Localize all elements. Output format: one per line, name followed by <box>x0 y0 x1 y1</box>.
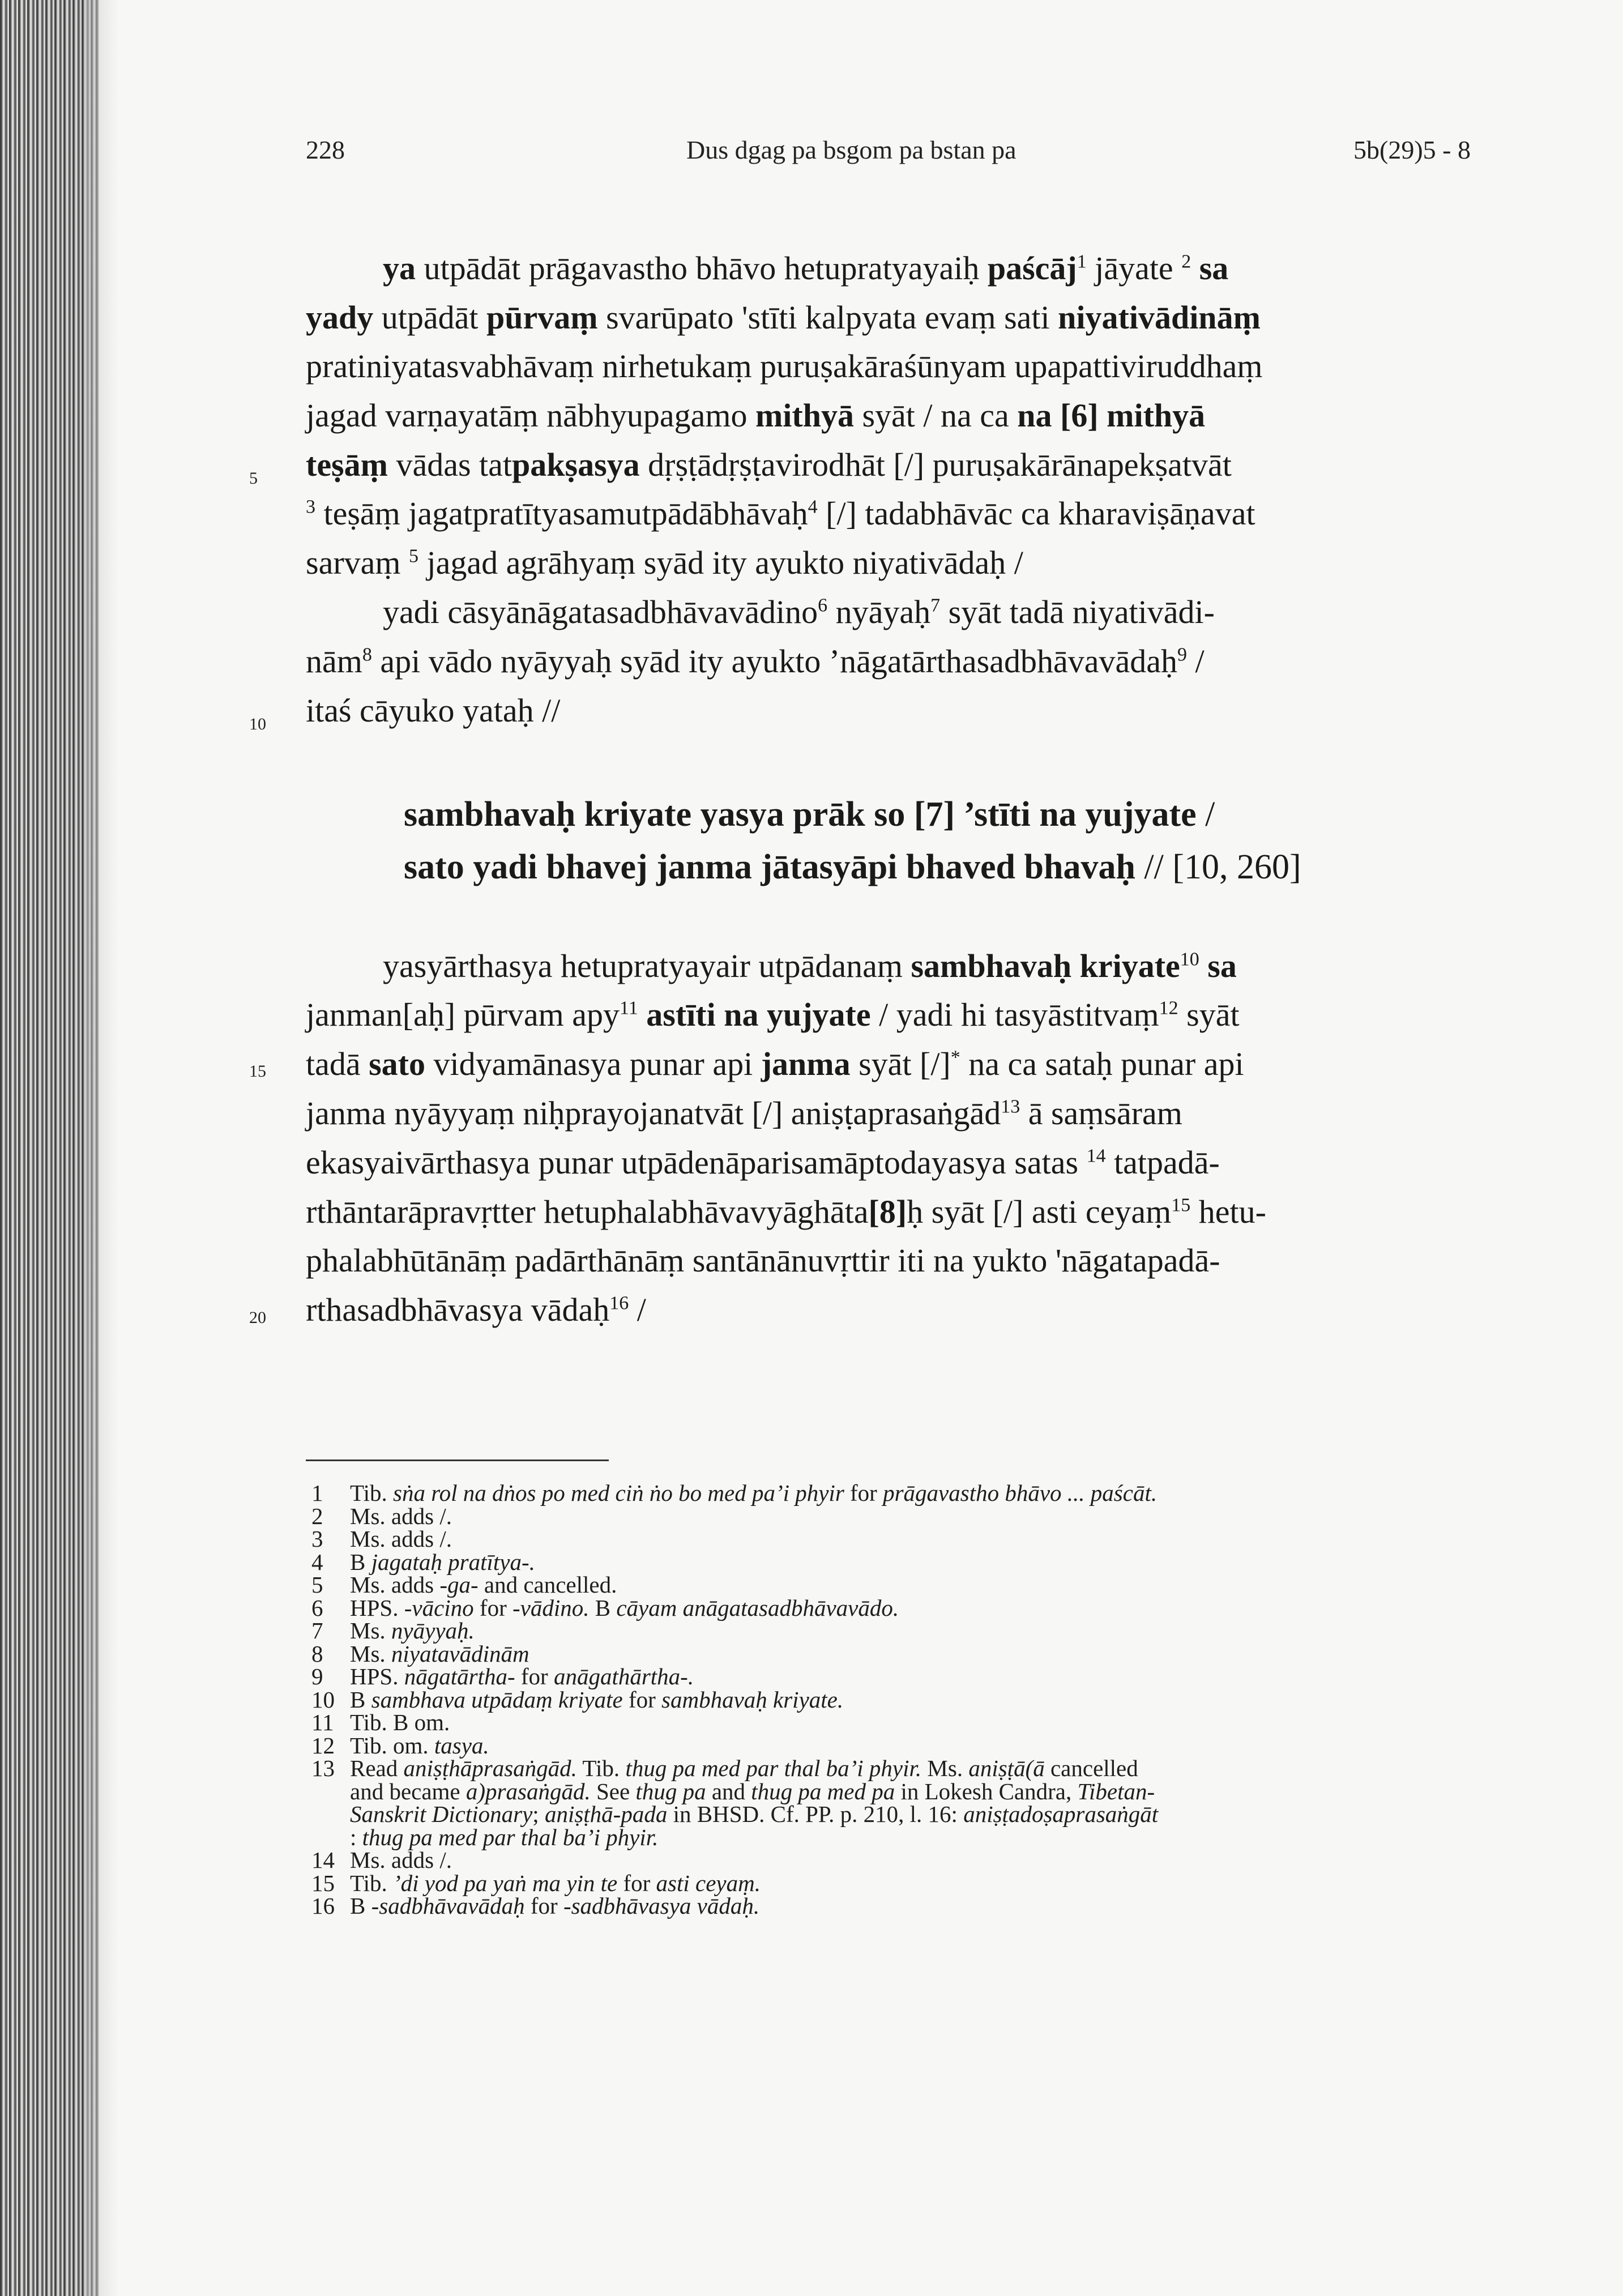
bold-text: yady <box>306 299 374 336</box>
italic-text: nyāyyaḥ. <box>391 1618 475 1644</box>
bold-text: [8] <box>868 1193 907 1230</box>
text-run: nām <box>306 643 362 680</box>
text-run: api vādo nyāyyaḥ syād ity ayukto ’nāgatārthasadbhāvavādaḥ <box>371 643 1177 680</box>
page-number: 228 <box>306 135 345 164</box>
text-run: tadā <box>306 1045 369 1082</box>
footnote-number: 9 <box>311 1663 323 1689</box>
footnote-number: 10 <box>311 1686 335 1713</box>
gutter-shadow <box>85 0 119 2296</box>
footnote-ref: 10 <box>1180 949 1199 970</box>
footnote-ref: 6 <box>818 595 828 616</box>
italic-text: niyatavādinām <box>391 1640 529 1667</box>
footnote-number: 16 <box>311 1893 335 1919</box>
text-run: Ms. adds /. <box>350 1526 452 1552</box>
text-run: Tib. <box>350 1480 393 1506</box>
text-run: syāt / na ca <box>853 397 1018 434</box>
text-run: Read <box>350 1755 404 1781</box>
footnote-ref: 12 <box>1159 997 1178 1019</box>
footnote-text <box>350 1619 475 1642</box>
text-run: for <box>515 1663 554 1689</box>
text-run: yadi cāsyānāgatasadbhāvavādino <box>383 594 818 630</box>
text-run: rthāntarāpravṛtter hetuphalabhāvavyāghāta <box>306 1193 869 1230</box>
italic-text: thug pa med par thal ba’i phyir. <box>625 1755 922 1781</box>
bold-text: na [6] mithyā <box>1017 397 1206 434</box>
italic-text: anāgathārtha-. <box>553 1663 694 1689</box>
text-run: for <box>473 1594 512 1621</box>
text-line <box>306 694 560 727</box>
text-run: and cancelled. <box>478 1572 617 1598</box>
verse-line <box>404 850 1301 885</box>
text-run: utpādāt prāgavastho bhāvo hetupratyayaiḥ <box>416 250 988 287</box>
footnote-text <box>350 1757 1138 1780</box>
text-run: ekasyaivārthasya punar utpādenāparisamāptodayasya satas <box>306 1144 1087 1181</box>
text-run: HPS. <box>350 1594 404 1621</box>
text-run: HPS. <box>350 1663 404 1689</box>
italic-text: aniṣṭhāprasaṅgād. <box>403 1755 577 1781</box>
text-run: for <box>524 1893 563 1919</box>
text-run: phalabhūtānāṃ padārthānāṃ santānānuvṛttir iti na yukto 'nāgatapadā- <box>306 1242 1220 1279</box>
italic-text: thug pa med par thal ba’i phyir. <box>362 1824 659 1850</box>
bold-text: mithyā <box>755 397 854 434</box>
footnote-number: 3 <box>311 1526 323 1552</box>
footnote-text <box>350 1894 759 1918</box>
italic-text: cāyam anāgatasadbhāvavādo. <box>616 1594 899 1621</box>
text-run: ḥ syāt [/] asti ceyaṃ <box>907 1193 1172 1230</box>
footnote-text <box>350 1527 452 1551</box>
text-run: // [10, 260] <box>1135 848 1301 886</box>
italic-text: -sadbhāvasya vādaḥ. <box>563 1893 760 1919</box>
footnote-number: 6 <box>311 1594 323 1621</box>
text-run: for <box>622 1686 662 1713</box>
italic-text: thug pa <box>635 1778 706 1804</box>
text-line <box>306 1146 1220 1179</box>
italic-text: sṅa rol na dṅos po med ciṅ ṅo bo med pa’i phyir <box>393 1480 844 1506</box>
italic-text: thug pa med pa <box>751 1778 895 1804</box>
text-run: [/] tadabhāvāc ca kharaviṣāṇavat <box>817 495 1255 532</box>
footnote-text <box>350 1482 1157 1505</box>
text-run: Ms. <box>350 1618 391 1644</box>
italic-text: nāgatārtha- <box>404 1663 515 1689</box>
italic-text: -sadbhāvavādaḥ <box>371 1893 525 1919</box>
text-run: janman[aḥ] pūrvam apy <box>306 996 620 1033</box>
text-run <box>638 996 647 1033</box>
line-number-20: 20 <box>249 1308 266 1327</box>
text-run: Tib. om. <box>350 1732 434 1759</box>
bold-text: niyativādināṃ <box>1058 299 1261 336</box>
text-run: vidyamānasya punar api <box>425 1045 761 1082</box>
text-run: nyāyaḥ <box>827 594 931 630</box>
text-run: syāt tadā niyativādi- <box>940 594 1215 630</box>
footnote-ref: 3 <box>306 496 315 518</box>
text-run: for <box>617 1870 656 1896</box>
text-run: jagad agrāhyaṃ syād ity ayukto niyativādaḥ / <box>418 544 1023 581</box>
text-line <box>306 350 1263 383</box>
section-reference: 5b(29)5 - 8 <box>1353 135 1471 164</box>
text-run: janma nyāyyaṃ niḥprayojanatvāt [/] aniṣṭaprasaṅgād <box>306 1095 1001 1132</box>
bold-text: pakṣasya <box>511 446 640 483</box>
text-run: sarvaṃ <box>306 544 409 581</box>
footnote-number: 2 <box>311 1503 323 1529</box>
verse-line <box>404 797 1215 832</box>
footnote-ref: 5 <box>409 545 418 567</box>
text-line <box>306 497 1255 530</box>
bold-text: astīti na yujyate <box>646 996 871 1033</box>
text-run: svarūpato 'stīti kalpyata evaṃ sati <box>597 299 1058 336</box>
footnote-number: 15 <box>311 1870 335 1896</box>
text-run: tatpadā- <box>1105 1144 1220 1181</box>
bold-text: sambhavaḥ kriyate yasya prāk so [7] ’stīti na yujyate <box>404 795 1197 834</box>
footnote-number: 4 <box>311 1548 323 1575</box>
bold-text: sa <box>1199 948 1237 984</box>
text-run: na ca sataḥ punar api <box>960 1045 1244 1082</box>
text-run: Tib. <box>350 1870 393 1896</box>
footnote-ref: 16 <box>609 1292 629 1314</box>
footnote-ref: 15 <box>1171 1194 1191 1216</box>
footnote-number: 8 <box>311 1640 323 1667</box>
text-run: teṣāṃ jagatpratītyasamutpādābhāvaḥ <box>315 495 808 532</box>
footnote-text <box>350 1872 761 1895</box>
footnote-number: 14 <box>311 1847 335 1873</box>
footnote-text-continued <box>350 1826 658 1849</box>
text-run: / yadi hi tasyāstitvaṃ <box>870 996 1159 1033</box>
text-run: B <box>350 1893 371 1919</box>
italic-text: Sanskrit Dictionary <box>350 1801 533 1827</box>
bold-text: teṣāṃ <box>306 446 388 483</box>
footnote-ref: 13 <box>1001 1096 1020 1117</box>
text-run: / <box>1186 643 1205 680</box>
text-run: Ms. <box>921 1755 969 1781</box>
text-line <box>306 1291 646 1328</box>
footnote-number: 1 <box>311 1480 323 1506</box>
text-run: pratiniyatasvabhāvaṃ nirhetukaṃ puruṣakāraśūnyam upapattiviruddhaṃ <box>306 348 1263 385</box>
text-run: syāt <box>1178 996 1240 1033</box>
text-line <box>306 1244 1220 1277</box>
footnote-ref: 8 <box>362 644 372 665</box>
text-run: vādas tat <box>387 446 512 483</box>
text-run: : <box>350 1824 362 1850</box>
italic-text: aniṣṭadoṣaprasaṅgāt <box>963 1801 1159 1827</box>
footnote-ref: 4 <box>808 496 818 518</box>
text-line <box>306 301 1261 334</box>
bold-text: janma <box>761 1045 851 1082</box>
text-run: Tib. B om. <box>350 1709 450 1735</box>
footnote-number: 7 <box>311 1618 323 1644</box>
text-run: rthasadbhāvasya vādaḥ <box>306 1291 610 1328</box>
footnote-text <box>350 1594 899 1621</box>
text-run: utpādāt <box>373 299 486 336</box>
text-run: in BHSD. Cf. PP. p. 210, l. 16: <box>667 1801 964 1827</box>
line-number-5: 5 <box>249 469 258 488</box>
book-gutter <box>0 0 99 2296</box>
footnote-ref: 1 <box>1077 251 1087 272</box>
text-run: B <box>589 1594 617 1621</box>
text-run: syāt [/] <box>850 1045 951 1082</box>
text-run: Ms. adds /. <box>350 1847 452 1873</box>
text-run: ; <box>532 1801 545 1827</box>
text-run: itaś cāyuko yataḥ // <box>306 692 561 729</box>
text-run: Ms. adds /. <box>350 1503 452 1529</box>
text-run: ā saṃsāram <box>1020 1095 1182 1132</box>
text-run: B <box>350 1548 371 1575</box>
italic-text: ’di yod pa yaṅ ma yin te <box>393 1870 618 1896</box>
text-line <box>383 596 1215 629</box>
footnote-text <box>350 1734 489 1757</box>
italic-text: aniṣṭhā-pada <box>544 1801 668 1827</box>
text-run: jagad varṇayatāṃ nābhyupagamo <box>306 397 755 434</box>
italic-text: jagataḥ pratītya-. <box>371 1548 535 1575</box>
footnote-text-continued <box>350 1780 1155 1803</box>
footnote-number: 12 <box>311 1732 335 1759</box>
text-run: B <box>350 1686 371 1713</box>
bold-text: sato <box>369 1045 425 1082</box>
text-run: Tib. <box>576 1755 626 1781</box>
text-line <box>306 399 1205 432</box>
italic-text: -vādino. <box>512 1594 590 1621</box>
text-line <box>306 1045 1244 1082</box>
italic-text: Tibetan- <box>1077 1778 1155 1804</box>
italic-text: a)prasaṅgād. <box>465 1778 591 1804</box>
text-run: in Lokesh Candra, <box>895 1778 1078 1804</box>
footnote-text <box>350 1642 529 1666</box>
footnote-ref: 2 <box>1181 251 1191 272</box>
italic-text: sambhavaḥ kriyate. <box>661 1686 844 1713</box>
running-title: Dus dgag pa bsgom pa bstan pa <box>686 135 1016 164</box>
text-line <box>306 544 1023 581</box>
footnote-ref: 7 <box>930 595 941 616</box>
italic-text: asti ceyaṃ. <box>656 1870 761 1896</box>
text-run: jāyate <box>1086 250 1182 287</box>
italic-text: aniṣṭā(ā <box>968 1755 1045 1781</box>
text-line <box>383 252 1228 285</box>
footnote-text-continued <box>350 1803 1158 1826</box>
italic-text: -vācino <box>404 1594 474 1621</box>
text-run: and <box>706 1778 751 1804</box>
text-run: See <box>590 1778 636 1804</box>
footnote-ref: 11 <box>620 997 638 1019</box>
bold-text: sambhavaḥ kriyate <box>911 948 1180 984</box>
text-line <box>306 1193 1266 1230</box>
text-run: Ms. <box>350 1640 391 1667</box>
text-line <box>306 645 1205 678</box>
line-number-15: 15 <box>249 1062 266 1081</box>
text-run: Ms. adds <box>350 1572 440 1598</box>
footnote-number: 13 <box>311 1755 335 1781</box>
text-run: cancelled <box>1044 1755 1138 1781</box>
footnote-text <box>350 1849 452 1872</box>
footnote-text <box>350 1505 452 1528</box>
italic-text: sambhava utpādaṃ kriyate <box>371 1686 623 1713</box>
text-line <box>306 446 1232 483</box>
bold-text: pūrvaṃ <box>486 299 598 336</box>
italic-text: -ga- <box>439 1572 479 1598</box>
text-run: yasyārthasya hetupratyayair utpādanaṃ <box>383 948 911 984</box>
text-line <box>306 1097 1182 1130</box>
footnote-text <box>350 1548 535 1575</box>
footnote-number: 11 <box>311 1709 334 1735</box>
footnote-rule <box>306 1459 609 1461</box>
italic-text: prāgavastho bhāvo ... paścāt. <box>883 1480 1158 1506</box>
text-run: hetu- <box>1190 1193 1266 1230</box>
bold-text: ya <box>383 250 416 287</box>
text-run: / <box>1196 795 1215 834</box>
footnote-number: 5 <box>311 1572 323 1598</box>
footnote-ref: 14 <box>1086 1145 1106 1167</box>
footnote-text <box>350 1665 694 1688</box>
footnote-ref: * <box>950 1047 960 1068</box>
bold-text: sato yadi bhavej janma jātasyāpi bhaved bhavaḥ <box>404 848 1135 886</box>
italic-text: tasya. <box>434 1732 489 1759</box>
text-line <box>306 998 1240 1031</box>
bold-text: paścāj <box>987 250 1077 287</box>
text-line <box>383 950 1237 983</box>
bold-text: sa <box>1191 250 1229 287</box>
footnote-text <box>350 1688 843 1712</box>
text-run: dṛṣṭādṛṣṭavirodhāt [/] puruṣakārānapekṣatvāt <box>639 446 1232 483</box>
line-number-10: 10 <box>249 715 266 733</box>
footnote-ref: 9 <box>1177 644 1187 665</box>
text-run: for <box>844 1480 883 1506</box>
footnote-text <box>350 1573 617 1597</box>
text-run: / <box>629 1291 646 1328</box>
footnote-text <box>350 1711 450 1734</box>
text-run: and became <box>350 1778 466 1804</box>
